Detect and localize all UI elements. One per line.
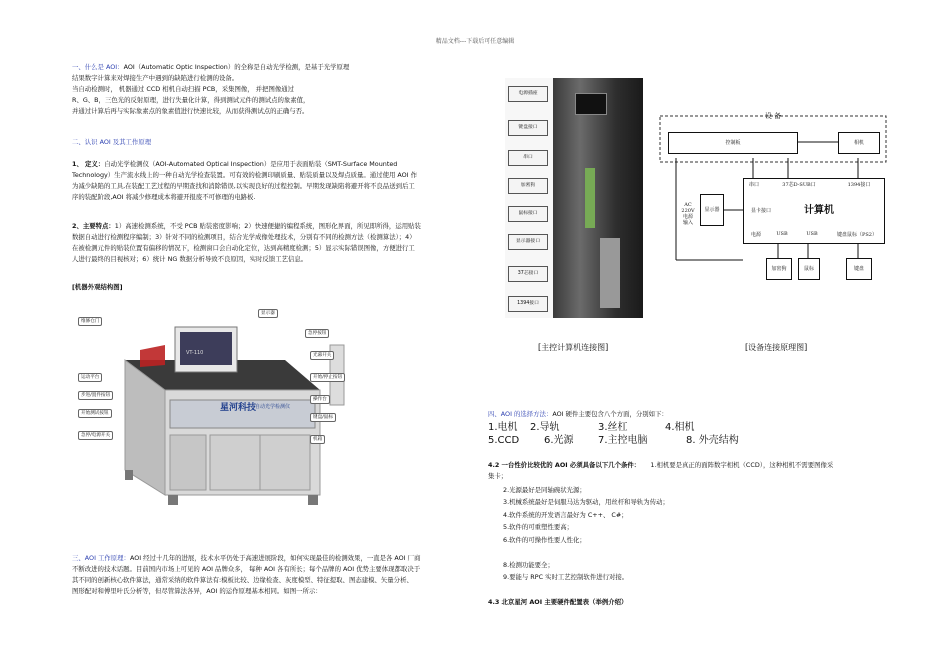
callout-keyboard-mouse: 键盘/鼠标 [310,413,336,422]
diagram-monitor: 显示器 [700,194,724,226]
diagram-serial: 串口 [748,182,759,188]
section-4-2 [488,460,833,482]
photo-title: [机器外观结构图] [72,283,123,291]
s42-list-2 [503,559,628,584]
s3-line-1: 不断改进的技术话题。目前国内市场上可见的 AOI 品牌众多， 每种 AOI 各有所长；每个品牌的 AOI 优势主要体现都取决于 [72,565,421,573]
machine-photo [70,305,360,520]
section-4-3-title: 4.3 北京星河 AOI 主要硬件配置表（举例介绍） [488,598,628,606]
callout-maintenance-door: 维修仓门 [78,317,102,326]
section-4-heading [488,409,668,420]
callout-motion-platform: 运动平台 [78,373,102,382]
page-header: 精品文档---下载后可任意编辑 [435,38,515,45]
pc-label-37pin: 37芯接口 [508,266,548,282]
def-line-1: Technology）生产流水线上的一种自动光学检查装置。可有效的检测印刷质量、贴装质量以及焊点质量。通过使用 AOI 作 [72,171,417,179]
feat-line-3: 人进行最终的目视核对；6）统计 NG 数据分析导致不良原因，实时反馈工艺信息。 [72,255,308,263]
s42-item-3: 3.机械系统最好是伺服马达为驱动，用丝杆和导轨为传动； [503,498,669,507]
s42-item-5: 5.软件的可重塑性要高； [503,523,574,532]
diagram-caption: [设备连接原理图] [745,343,808,352]
diagram-computer-box [743,178,885,244]
features-block [72,221,421,265]
s42-item-1-cont: 集卡； [488,472,508,480]
section-1 [72,62,349,117]
section-4-intro: AOI 硬件主要包含八个方面，分别如下： [552,410,668,418]
diagram-mouse: 鼠标 [798,258,820,280]
pc-label-strip [505,78,553,318]
pc-label-mouse: 鼠标接口 [508,206,548,222]
hw-item-2: 2.导轨 [530,422,560,433]
callout-start-test-button: 开始测试按钮 [78,409,112,418]
s42-item-6: 6.软件的可操作性要人性化； [503,535,586,544]
hw-item-1: 1.电机 [488,422,518,433]
diagram-control-board: 控制板 [668,132,798,154]
s1-line-0: AOI（Automatic Optic Inspection）的全称是自动光学检测，是基于光学原理 [123,63,350,71]
diagram-power: 电源 [750,232,761,238]
s1-line-2: 当自动检测时， 机器通过 CCD 相机自动扫描 PCB，采集图像， 并把图像通过 [72,85,295,93]
pc-label-keyboard: 键盘接口 [508,120,548,136]
callout-light-curtain: 光幕开关 [310,351,334,360]
s42-item-4: 4.软件系统的开发语言最好为 C++、 C#； [503,510,628,519]
pc-label-dongle: 加密狗 [508,178,548,194]
hw-item-5: 5.CCD [488,435,520,446]
hw-item-3: 3.丝杠 [598,422,628,433]
s1-line-3: R、G、B，三色光的反射原理，进行失量化计算，得到测试元件的测试点的象素值， [72,96,310,104]
pc-label-serial: 串口 [508,150,548,166]
callout-emergency-button: 急停按钮 [305,329,329,338]
diagram-computer: 计算机 [804,205,834,216]
callout-console: 操作台 [310,395,330,404]
hw-item-6: 6.光源 [544,435,574,446]
s42-item-9: 9.要能与 RPC 实时工艺控制软件进行对接。 [503,573,629,582]
diagram-keyboard: 键盘 [846,258,872,280]
s1-line-1: 结果数字计算来对焊接生产中遇到的缺陷进行检测的设备。 [72,74,239,82]
s42-item-2: 2.光源最好是同轴碗状光源； [503,486,586,494]
def-line-0: 自动光学检测仪（AOI-Automated Optical Inspection）是应用于表面贴装（SMT-Surface Mounted [104,160,398,168]
callout-start-stop-button: 开始/停止按钮 [310,373,345,382]
s3-line-2: 其不同的创新核心软件算法，通常采纳的软件算法有:模板比较、边缘检查、灰度模型、特征提取、图态建模、矢量分析、 [72,576,413,584]
pc-photo [505,78,643,318]
pc-label-power: 电源插座 [508,86,548,102]
s1-line-4: 并通过计算后再与实际象素点的象素值进行快速比较，从而获得测试点的正确与否。 [72,107,309,115]
callout-power-switch: 急停/电源开关 [78,431,113,440]
connection-diagram [658,110,888,290]
pc-label-1394: 1394接口 [508,296,548,312]
definition-label: 1、 定义： [72,160,105,168]
diagram-device-label: 设 备 [764,112,782,120]
diagram-1394: 1394接口 [847,182,871,188]
diagram-usb-2: USB [806,231,818,237]
diagram-ac-input: AC 220V 电源 输入 [681,202,695,226]
hw-item-8: 8. 外壳结构 [686,435,739,446]
def-line-3: 序的装配阶段,AOI 将减少修理成本将避开报废不可修理的电路板. [72,193,256,201]
machine-subtitle: 自动光学检测仪 [255,404,291,410]
diagram-display-port: 显卡接口 [750,208,771,214]
pc-slots-icon [600,238,620,308]
diagram-dongle: 加密狗 [766,258,792,280]
diagram-kb-port: 键盘鼠标（PS2） [837,232,877,238]
pc-label-display: 显示器接口 [508,234,548,250]
pc-ports-icon [585,168,595,228]
def-line-2: 为减少缺陷的工具,在装配工艺过程的早期查找和消除错误,以实现良好的过程控制。早期发现缺陷将避开将不良品送到后工 [72,182,415,190]
section-4-title: 四、AOI 的选择方法： [488,410,553,418]
machine-model: VT-110 [186,350,204,356]
definition-block [72,159,417,203]
section-3-title: 三、AOI 工作原理： [72,554,130,562]
callout-step-button: 步进/置件按钮 [78,391,113,400]
s42-item-8: 8.检测功能要全； [503,561,554,569]
s3-line-3: 图形配对和傅里叶氏分析等，但尽管算法各异，AOI 的运作原理基本相同。如图一所示： [72,587,322,595]
features-label: 2、主要特点： [72,222,115,230]
hw-item-4: 4.相机 [665,422,695,433]
diagram-camera: 相机 [838,132,880,154]
diagram-dsub: 37芯D-SUB口 [782,182,816,188]
section-4-2-title: 4.2 一台性价比较优的 AOI 必须具备以下几个条件： [488,461,641,469]
pc-caption: [主控计算机连接图] [538,343,609,352]
section-3 [72,553,420,597]
s3-line-0: AOI 经过十几年的进展，技术水平仍处于高速进展阶段，如何实现最佳的检测效果，一直是各 AOI 厂商 [129,554,421,562]
callout-chassis: 机箱 [310,435,325,444]
callout-monitor: 显示器 [258,309,278,318]
section-1-title: 一、什么是 AOI： [72,63,124,71]
section-2-title: 二、认识 AOI 及其工作原理 [72,138,152,146]
machine-brand: 星河科技 [220,403,257,413]
diagram-usb-1: USB [776,231,788,237]
pc-psu-icon [575,93,607,115]
s42-item-1: 1.相机要是真正的面阵数字相机（CCD），这种相机不需要图像采 [650,461,834,469]
hw-item-7: 7.主控电脑 [598,435,648,446]
feat-line-2: 在被检测元件的贴装位置有偏移的情况下，检测窗口会自动化定位，达到高精度检测；5）显示实际错误图像，方便进行工 [72,244,415,252]
s42-list [503,484,669,546]
feat-line-0: 1）高速检测系统，不受 PCB 贴装密度影响；2）快速便捷的编程系统，图形化界面，所见即所得，运用贴装 [114,222,421,230]
feat-line-1: 数据自动进行检测程序编制；3）针对不同的检测项目，结合光学成像处理技术，分别有不同的检测方法（检测算法）；4） [72,233,416,241]
